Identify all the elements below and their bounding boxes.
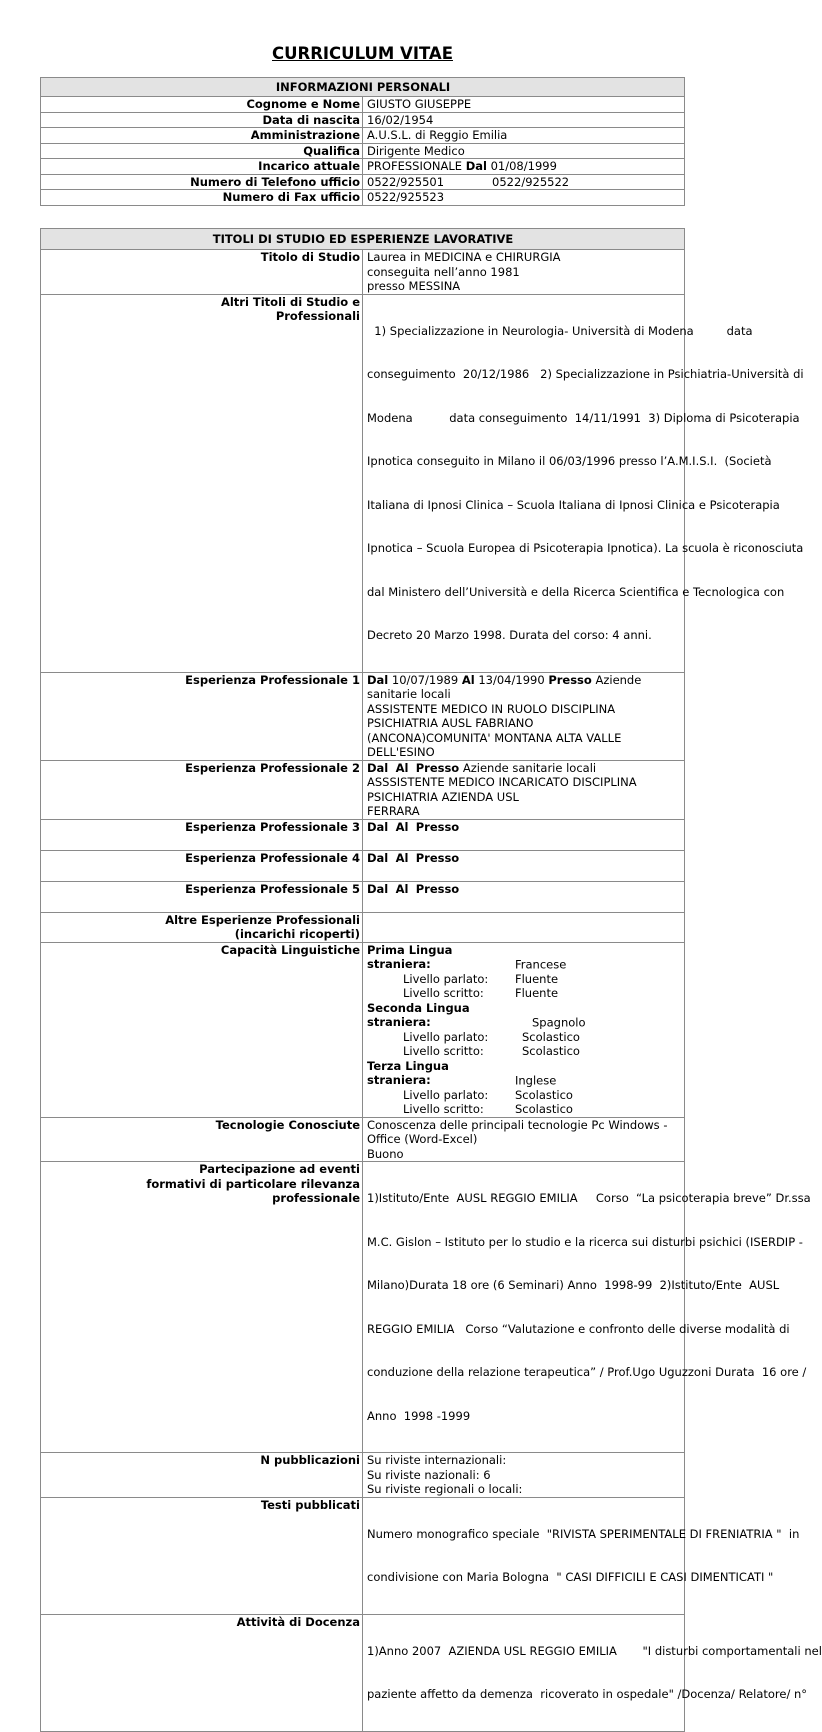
text-line [367,1102,681,1117]
text-line: Su riviste regionali o locali: [367,1482,523,1496]
row-label: Numero di Fax ufficio [41,190,363,206]
text-line: Ipnotica – Scuola Europea di Psicoterapia Ipnotica). La scuola è riconosciuta [367,541,804,555]
text-line: Milano)Durata 18 ore (6 Seminari) Anno 1998-99 2)Istituto/Ente AUSL [367,1278,780,1292]
row-label [41,1162,363,1453]
row-value [363,760,685,819]
table-row [41,1162,685,1453]
text-line: 1)Anno 2007 AZIENDA USL REGGIO EMILIA "I disturbi comportamentali nel [367,1643,822,1658]
row-label: Esperienza Professionale 3 [41,819,363,850]
table-row [41,850,685,881]
row-label: Attività di Docenza [41,1614,363,1731]
table-row [41,97,685,113]
level-value: Fluente [515,971,559,986]
table-row [41,128,685,144]
row-value [363,850,685,881]
row-label: Incarico attuale [41,159,363,175]
presso-value: Aziende sanitarie locali [367,672,642,701]
row-label: Testi pubblicati [41,1497,363,1614]
al-value: 13/04/1990 [478,672,545,687]
label-line: professionale [272,1191,360,1205]
text-line: paziente affetto da demenza ricoverato in ospedale" /Docenza/ Relatore/ n° [367,1687,808,1701]
presso-label: Presso [548,672,592,687]
level-label: Livello scritto: [403,986,484,1000]
table-row [41,912,685,942]
row-value [363,1117,685,1162]
row-label: Numero di Telefono ufficio [41,174,363,190]
row-value [363,1614,822,1731]
text-line: FERRARA [367,804,420,818]
label-line: Professionali [275,309,360,323]
row-value [363,250,685,295]
level-value: Scolastico [515,1102,573,1116]
text-line: Buono [367,1146,404,1161]
label-line: formativi di particolare rilevanza [146,1176,360,1191]
table-row [41,760,685,819]
dal-label: Dal [367,850,389,865]
text-line: 1) Specializzazione in Neurologia- Università di Modena data [367,323,753,338]
row-value: Dirigente Medico [363,143,685,159]
row-label: Data di nascita [41,112,363,128]
text-line [367,761,681,776]
phone-2: 0522/925522 [492,174,570,189]
table-row [41,1614,685,1731]
dal-value: 10/07/1989 [391,672,459,687]
table-row [41,1117,685,1162]
studies-table [40,228,822,1732]
presso-label: Presso [415,881,460,896]
row-value [363,942,685,1117]
row-label: Esperienza Professionale 4 [41,850,363,881]
level-value: Fluente [515,986,559,1000]
label-line: Partecipazione ad eventi [199,1162,360,1176]
level-label: Livello scritto: [403,1044,484,1058]
label-line: Altri Titoli di Studio e [220,294,360,309]
text-line: Su riviste internazionali: [367,1453,507,1467]
level-label: Livello parlato: [403,1087,489,1102]
al-label: Al [395,819,409,834]
row-label: Esperienza Professionale 2 [41,760,363,819]
presso-value: Aziende sanitarie locali [462,760,597,775]
text-line: presso MESSINA [367,279,461,293]
label-line: Altre Esperienze Professionali [165,912,360,927]
row-label: Titolo di Studio [41,250,363,295]
table-row [41,174,685,190]
row-value [363,672,685,760]
table-row [41,294,685,672]
text-line: Italiana di Ipnosi Clinica – Scuola Italiana di Ipnosi Clinica e Psicoterapia [367,497,780,512]
dal-label: Dal [367,881,389,896]
dal-label: Dal [367,760,389,775]
row-label: Esperienza Professionale 5 [41,881,363,912]
row-value [363,912,685,942]
row-value: A.U.S.L. di Reggio Emilia [363,128,685,144]
lang-value: Francese [515,957,567,971]
table-row [41,1453,685,1498]
text-line [367,943,681,972]
row-value [363,1453,685,1498]
lang-label: Prima Lingua straniera: [367,942,453,971]
personal-info-table [40,77,685,206]
text-line [367,986,681,1001]
table-row [41,159,685,175]
text-line: conduzione della relazione terapeutica” / Prof.Ugo Uguzzoni Durata 16 ore / [367,1365,807,1379]
text-line [367,1044,681,1059]
text-line: M.C. Gislon – Istituto per lo studio e la ricerca sui disturbi psichici (ISERDIP - [367,1234,803,1249]
table-row [41,942,685,1117]
text-line: ASSISTENTE MEDICO IN RUOLO DISCIPLINA PSICHIATRIA AUSL FABRIANO [367,701,616,730]
table-row [41,250,685,295]
dal-label: Dal [367,672,389,687]
row-value [363,174,685,190]
text-line: Anno 1998 -1999 [367,1408,471,1423]
text-line: Laurea in MEDICINA e CHIRURGIA [367,250,561,264]
table-row [41,112,685,128]
dal-label: Dal [367,819,389,834]
text-line: Modena data conseguimento 14/11/1991 3) Diploma di Psicoterapia [367,410,800,425]
row-value [363,294,804,672]
table-row [41,1497,685,1614]
presso-label: Presso [415,850,460,865]
row-value: 0522/925523 [363,190,685,206]
row-label: Capacità Linguistiche [41,942,363,1117]
level-value: Scolastico [515,1087,573,1102]
row-value [363,881,685,912]
phone-1: 0522/925501 [367,174,445,189]
row-value [363,1162,811,1453]
row-value: GIUSTO GIUSEPPE [363,97,685,113]
table-row [41,881,685,912]
text-line: Ipnotica conseguito in Milano il 06/03/1996 presso l’A.M.I.S.I. (Società [367,454,772,468]
document-title: CURRICULUM VITAE [272,44,453,63]
row-label: Amministrazione [41,128,363,144]
lang-label: Terza Lingua straniera: [367,1058,449,1087]
lang-value: Spagnolo [532,1015,586,1029]
al-label: Al [395,850,409,865]
row-label: Qualifica [41,143,363,159]
lang-value: Inglese [515,1073,557,1087]
incarico-date: 01/08/1999 [490,159,557,173]
text-line [367,1088,681,1103]
text-line [367,673,681,702]
level-label: Livello scritto: [403,1102,484,1116]
level-value: Scolastico [522,1029,580,1044]
text-line [367,972,681,987]
row-label: N pubblicazioni [41,1453,363,1498]
dal-label: Dal [465,159,487,173]
row-value [363,159,685,175]
table-row [41,672,685,760]
personal-info-header: INFORMAZIONI PERSONALI [41,78,685,97]
table-row [41,819,685,850]
row-value [363,1497,800,1614]
text-line: Su riviste nazionali: 6 [367,1467,491,1482]
text-line: Numero monografico speciale "RIVISTA SPERIMENTALE DI FRENIATRIA " in [367,1526,800,1541]
text-line: 1)Istituto/Ente AUSL REGGIO EMILIA Corso “La psicoterapia breve” Dr.ssa [367,1191,811,1205]
text-line [367,1030,681,1045]
text-line [367,1001,681,1030]
table-row [41,143,685,159]
al-label: Al [461,672,475,687]
incarico-type: PROFESSIONALE [367,159,463,173]
text-line [367,1059,681,1088]
row-label: Cognome e Nome [41,97,363,113]
text-line: REGGIO EMILIA Corso “Valutazione e confronto delle diverse modalità di [367,1321,790,1336]
text-line: Conoscenza delle principali tecnologie Pc Windows - Office (Word-Excel) [367,1117,668,1146]
level-label: Livello parlato: [403,971,489,986]
row-value: 16/02/1954 [363,112,685,128]
al-label: Al [395,760,409,775]
label-line: (incarichi ricoperti) [234,927,360,941]
row-label [41,912,363,942]
text-line: Decreto 20 Marzo 1998. Durata del corso: 4 anni. [367,628,652,642]
row-label [41,294,363,672]
text-line: dal Ministero dell’Università e della Ricerca Scientifica e Tecnologica con [367,584,785,599]
text-line: condivisione con Maria Bologna " CASI DIFFICILI E CASI DIMENTICATI " [367,1570,774,1584]
presso-label: Presso [415,819,460,834]
level-value: Scolastico [522,1044,580,1058]
text-line: (ANCONA)COMUNITA' MONTANA ALTA VALLE DELL'ESINO [367,730,622,759]
text-line: conseguimento 20/12/1986 2) Specializzazione in Psichiatria-Università di [367,367,804,381]
al-label: Al [395,881,409,896]
row-value [363,819,685,850]
presso-label: Presso [415,760,460,775]
row-label: Tecnologie Conosciute [41,1117,363,1162]
row-label: Esperienza Professionale 1 [41,672,363,760]
level-label: Livello parlato: [403,1029,489,1044]
lang-label: Seconda Lingua straniera: [367,1000,470,1029]
studies-header: TITOLI DI STUDIO ED ESPERIENZE LAVORATIVE [41,229,685,250]
table-row [41,190,685,206]
text-line: conseguita nell’anno 1981 [367,264,520,279]
text-line: ASSSISTENTE MEDICO INCARICATO DISCIPLINA PSICHIATRIA AZIENDA USL [367,775,637,804]
